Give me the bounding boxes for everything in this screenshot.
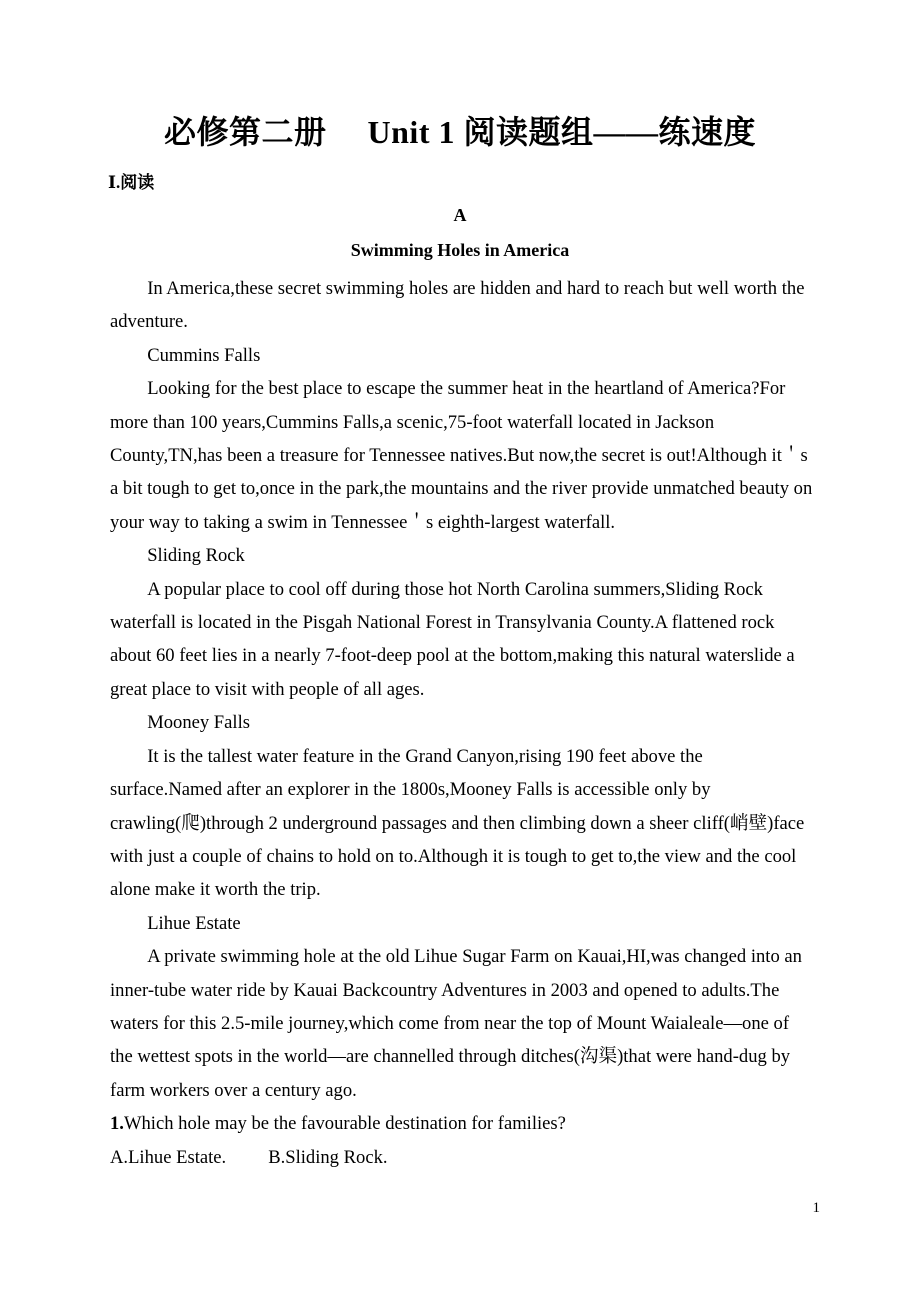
paragraph-sliding-rock: A popular place to cool off during those hot North Carolina summers,Sliding Rock waterfall is located in the Pisgah National Forest in Transylvania County.A flattened rock about 60 feet lies in a nearly 7-foot-deep pool at the bottom,making this natural waterslide a great place to visit with people of all ages. xyxy=(110,578,795,700)
question-1-number: 1. xyxy=(110,1113,124,1135)
paragraph-lihue-estate: A private swimming hole at the old Lihue Sugar Farm on Kauai,HI,was changed into an inner-tube water ride by Kauai Backcountry Adventures in 2003 and opened to adults.The waters for this 2.5-mile journey,which come from near the top of Mount Waialeale—one of the wettest spots in the world—are channelled through ditches(沟渠)that were hand-dug by farm workers over a century ago. xyxy=(110,946,802,1101)
question-1-options xyxy=(110,1141,816,1174)
question-1-option-b[interactable]: B.Sliding Rock. xyxy=(268,1146,388,1168)
question-1-stem xyxy=(110,1107,816,1140)
subheading-mooney-falls: Mooney Falls xyxy=(147,712,250,734)
paragraph-cummins-falls: Looking for the best place to escape the summer heat in the heartland of America?For more than 100 years,Cummins Falls,a scenic,75-foot waterfall located in Jackson County,TN,has been a treasure for Tennessee natives.But now,the secret is out!Although it＇s a bit tough to get to,once in the park,the mountains and the river provide unmatched beauty on your way to taking a swim in Tennessee＇s eighth-largest waterfall. xyxy=(110,378,813,533)
subheading-lihue-estate: Lihue Estate xyxy=(147,912,241,934)
passage-title: Swimming Holes in America xyxy=(350,240,570,260)
section-label-reading: Ⅰ.阅读 xyxy=(108,173,155,192)
passage-letter: A xyxy=(453,205,467,225)
paragraph-mooney-falls: It is the tallest water feature in the Grand Canyon,rising 190 feet above the surface.Named after an explorer in the 1800s,Mooney Falls is accessible only by crawling(爬)through 2 underground passages and then climbing down a sheer cliff(峭壁)face with just a couple of chains to hold on to.Although it is tough to get to,the view and the cool alone make it worth the trip. xyxy=(110,745,805,901)
subheading-sliding-rock: Sliding Rock xyxy=(147,545,245,567)
page-number: 1 xyxy=(812,1200,820,1216)
question-1-text: Which hole may be the favourable destination for families? xyxy=(123,1113,566,1135)
question-1-option-a[interactable]: A.Lihue Estate. xyxy=(110,1146,227,1168)
subheading-cummins-falls: Cummins Falls xyxy=(147,344,261,366)
paragraph-intro: In America,these secret swimming holes are hidden and hard to reach but well worth the adventure. xyxy=(110,278,805,333)
page-title: 必修第二册 Unit 1 阅读题组——练速度 xyxy=(164,114,756,150)
passage-body xyxy=(110,272,816,1174)
